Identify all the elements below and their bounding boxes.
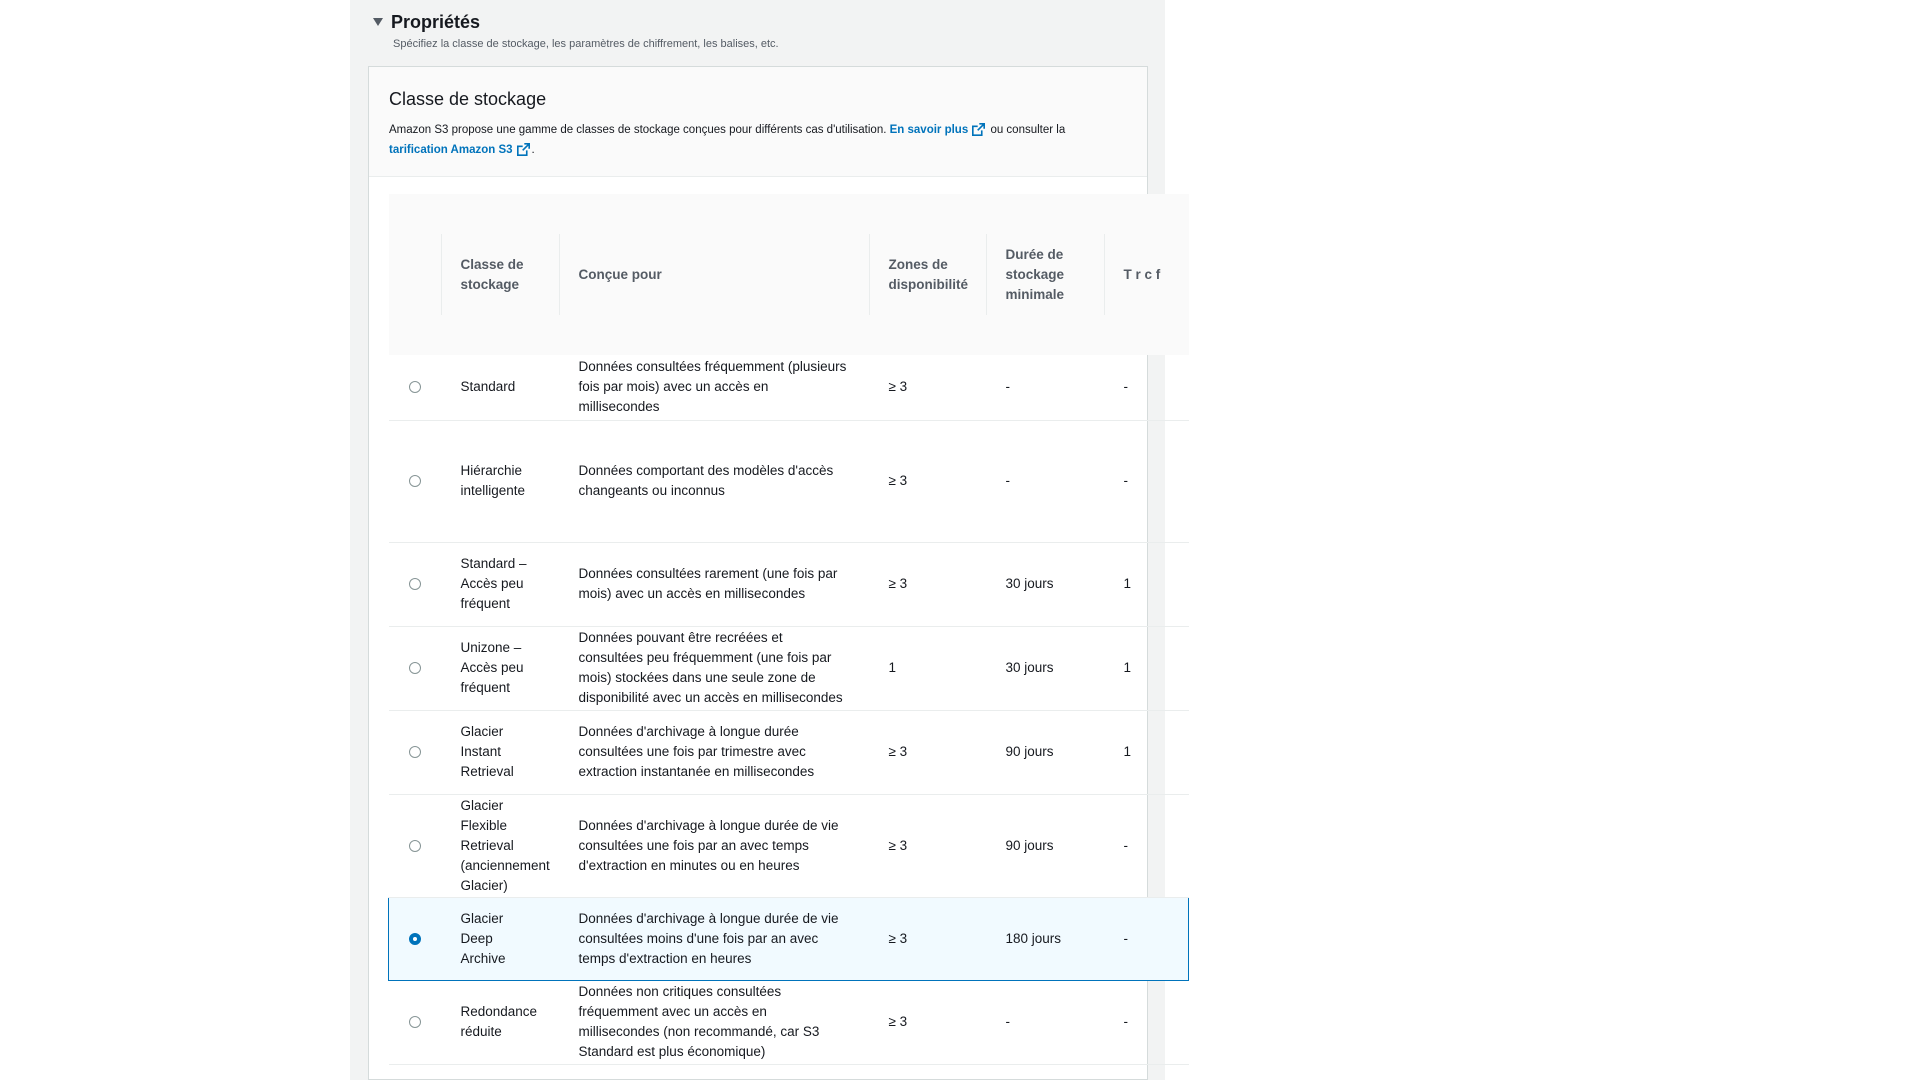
- cell-designed-for: Données non critiques consultées fréquemment avec un accès en millisecondes (non recommandé, car S3 Standard est plus économique): [559, 980, 869, 1064]
- cell-min-duration: -: [986, 355, 1104, 420]
- table-row[interactable]: [389, 794, 1189, 897]
- cell-truncated: -: [1104, 794, 1189, 897]
- cell-designed-for: Données consultées fréquemment (plusieurs fois par mois) avec un accès en millisecondes: [559, 355, 869, 420]
- cell-truncated: -: [1104, 897, 1189, 980]
- cell-storage-class: Unizone – Accès peu fréquent: [441, 626, 559, 710]
- cell-availability-zones: ≥ 3: [869, 355, 986, 420]
- cell-designed-for: Données consultées rarement (une fois par mois) avec un accès en millisecondes: [559, 542, 869, 626]
- cell-min-duration: 90 jours: [986, 794, 1104, 897]
- table-row-selected[interactable]: [389, 897, 1189, 980]
- header-truncated-label: T r c f: [1123, 266, 1161, 282]
- cell-availability-zones: ≥ 3: [869, 542, 986, 626]
- storage-class-table-container: [388, 194, 1161, 1079]
- header-select: [389, 194, 441, 355]
- storage-class-description: [389, 120, 1109, 160]
- pricing-link-label: tarification Amazon S3: [389, 144, 513, 156]
- cell-availability-zones: ≥ 3: [869, 980, 986, 1064]
- properties-description: Spécifiez la classe de stockage, les paramètres de chiffrement, les balises, etc.: [393, 38, 779, 50]
- cell-min-duration: 30 jours: [986, 542, 1104, 626]
- cell-availability-zones: ≥ 3: [869, 897, 986, 980]
- row-select-cell[interactable]: [389, 710, 441, 794]
- cell-min-duration: 180 jours: [986, 897, 1104, 980]
- cell-truncated: 1: [1104, 542, 1189, 626]
- cell-truncated: -: [1104, 980, 1189, 1064]
- radio-glacier-deep-archive[interactable]: [409, 933, 421, 945]
- row-select-cell[interactable]: [389, 420, 441, 542]
- radio-standard[interactable]: [409, 381, 421, 393]
- properties-title: Propriétés: [391, 11, 481, 32]
- cell-storage-class: Glacier Deep Archive: [441, 897, 559, 980]
- cell-truncated: -: [1104, 355, 1189, 420]
- caret-down-icon: [373, 18, 383, 26]
- storage-class-container: [368, 66, 1161, 1080]
- table-row[interactable]: [389, 626, 1189, 710]
- row-select-cell[interactable]: [389, 794, 441, 897]
- cell-min-duration: -: [986, 420, 1104, 542]
- cell-storage-class: Glacier Instant Retrieval: [441, 710, 559, 794]
- cell-storage-class: Standard – Accès peu fréquent: [441, 542, 559, 626]
- cell-availability-zones: ≥ 3: [869, 794, 986, 897]
- cell-designed-for: Données pouvant être recréées et consultées peu fréquemment (une fois par mois) stockées dans une seule zone de disponibilité avec un accès en millisecondes: [559, 626, 869, 710]
- header-storage-class-label: Classe de stockage: [460, 256, 524, 292]
- cell-availability-zones: ≥ 3: [869, 710, 986, 794]
- description-middle: ou consulter la: [990, 124, 1066, 136]
- cell-storage-class: Glacier Flexible Retrieval (anciennement Glacier): [441, 794, 559, 897]
- learn-more-link[interactable]: [890, 124, 988, 136]
- cell-truncated: 1: [1104, 626, 1189, 710]
- storage-class-table: [388, 194, 1189, 1065]
- row-select-cell[interactable]: [389, 626, 441, 710]
- external-link-icon: [517, 143, 530, 156]
- properties-section-header: [373, 10, 1133, 50]
- table-row[interactable]: [389, 710, 1189, 794]
- cell-storage-class: Redondance réduite: [441, 980, 559, 1064]
- external-link-icon: [972, 123, 985, 136]
- radio-one-zone-ia[interactable]: [409, 662, 421, 674]
- pricing-link[interactable]: [389, 144, 532, 156]
- row-select-cell[interactable]: [389, 355, 441, 420]
- row-select-cell[interactable]: [389, 980, 441, 1064]
- cell-min-duration: 90 jours: [986, 710, 1104, 794]
- table-row[interactable]: [389, 980, 1189, 1064]
- column-divider: [986, 234, 987, 315]
- header-storage-class: [441, 194, 559, 355]
- table-row[interactable]: [389, 355, 1189, 420]
- row-select-cell[interactable]: [389, 897, 441, 980]
- header-min-duration: [986, 194, 1104, 355]
- cell-storage-class: Standard: [441, 355, 559, 420]
- cell-storage-class: Hiérarchie intelligente: [441, 420, 559, 542]
- cell-designed-for: Données d'archivage à longue durée de vie consultées une fois par an avec temps d'extraction en minutes ou en heures: [559, 794, 869, 897]
- cell-min-duration: 30 jours: [986, 626, 1104, 710]
- table-row[interactable]: [389, 420, 1189, 542]
- column-divider: [1104, 234, 1105, 315]
- header-availability-zones-label: Zones de disponibilité: [888, 256, 968, 292]
- table-row[interactable]: [389, 542, 1189, 626]
- storage-class-title: Classe de stockage: [389, 89, 547, 109]
- radio-glacier-instant-retrieval[interactable]: [409, 746, 421, 758]
- description-suffix: .: [531, 144, 535, 156]
- table-header-row: [389, 194, 1189, 355]
- cell-truncated: 1: [1104, 710, 1189, 794]
- description-prefix: Amazon S3 propose une gamme de classes de stockage conçues pour différents cas d'utilisation.: [389, 124, 887, 136]
- column-divider: [441, 234, 442, 315]
- learn-more-link-label: En savoir plus: [889, 124, 969, 136]
- header-designed-for-label: Conçue pour: [578, 266, 662, 282]
- cell-designed-for: Données d'archivage à longue durée de vie consultées moins d'une fois par an avec temps d'extraction en heures: [559, 897, 869, 980]
- row-select-cell[interactable]: [389, 542, 441, 626]
- column-divider: [869, 234, 870, 315]
- header-designed-for: [559, 194, 869, 355]
- radio-glacier-flexible-retrieval[interactable]: [409, 840, 421, 852]
- cell-availability-zones: ≥ 3: [869, 420, 986, 542]
- column-divider: [559, 234, 560, 315]
- header-availability-zones: [869, 194, 986, 355]
- cell-availability-zones: 1: [869, 626, 986, 710]
- storage-class-header: [369, 67, 1147, 177]
- radio-intelligent-tiering[interactable]: [409, 475, 421, 487]
- cell-min-duration: -: [986, 980, 1104, 1064]
- cell-truncated: -: [1104, 420, 1189, 542]
- radio-standard-ia[interactable]: [409, 578, 421, 590]
- header-truncated-column: [1104, 194, 1189, 355]
- cell-designed-for: Données comportant des modèles d'accès changeants ou inconnus: [559, 420, 869, 542]
- radio-reduced-redundancy[interactable]: [409, 1016, 421, 1028]
- properties-toggle[interactable]: [373, 10, 1133, 34]
- header-min-duration-label: Durée de stockage minimale: [1005, 246, 1065, 302]
- cell-designed-for: Données d'archivage à longue durée consultées une fois par trimestre avec extraction instantanée en millisecondes: [559, 710, 869, 794]
